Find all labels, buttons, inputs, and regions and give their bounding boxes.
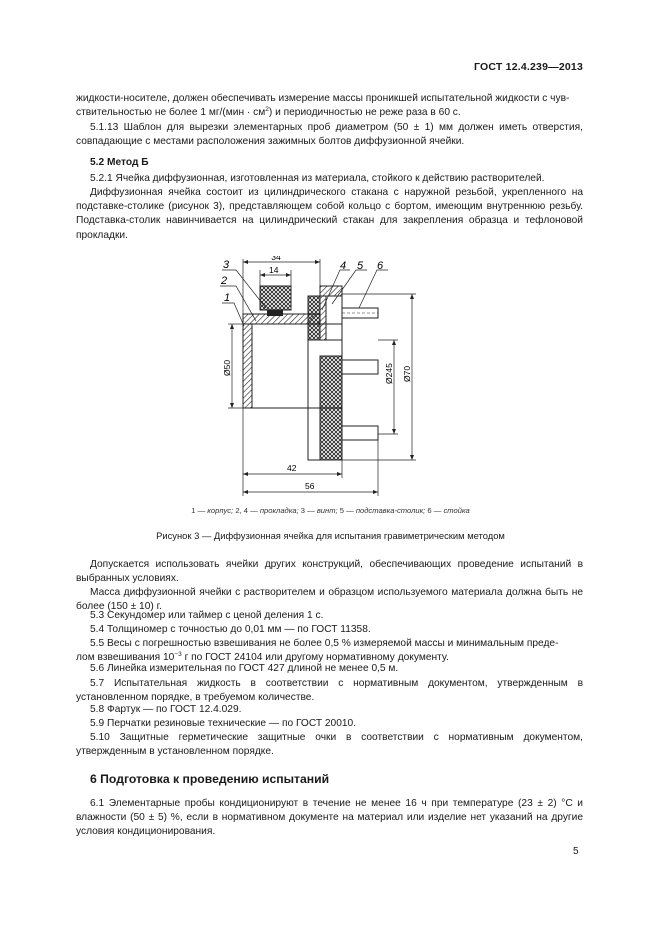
paragraph-5-9: 5.9 Перчатки резиновые технические — по ГОСТ 20010. [90, 718, 357, 729]
legend-text: — подставка-столик; [344, 506, 428, 515]
callout-3: 3 [223, 259, 230, 271]
legend-text: — корпус; [195, 506, 236, 515]
paragraph-5-6: 5.6 Линейка измерительная по ГОСТ 427 длиной не менее 0,5 м. [90, 663, 399, 674]
text-fragment: г по ГОСТ 24104 или другому нормативному документу. [181, 652, 449, 664]
text-line [76, 106, 583, 120]
legend-num: 3 [300, 506, 306, 515]
paragraph-5-4: 5.4 Толщиномер с точностью до 0,01 мм — по ГОСТ 11358. [90, 624, 371, 635]
paragraph-cell-description: Диффузионная ячейка состоит из цилиндрического стакана с наружной резьбой, укрепленного на подставке-столике (рисунок 3), представляющем собой кольцо с бортом, имеющим внутреннюю резьбу. Подставка-столик навинчивается на цилиндрический стакан для закрепления образца и тефлоновой прокладки. [76, 187, 583, 241]
diffusion-cell-drawing [204, 256, 444, 500]
figure-diffusion-cell [204, 256, 444, 500]
dim-56: 56 [305, 481, 315, 491]
text-fragment: лом взвешивания 10 [76, 652, 175, 664]
dim-14: 14 [269, 265, 279, 275]
dim-phi245: Ø245 [384, 363, 394, 384]
callout-4: 4 [340, 260, 347, 272]
paragraph-continuation [76, 92, 583, 120]
figure-legend [0, 506, 661, 515]
dim-phi50: Ø50 [222, 359, 232, 376]
legend-num: 6 [427, 506, 432, 515]
dim-42: 42 [287, 463, 297, 473]
legend-text: — стойка [431, 506, 470, 515]
paragraph-5-3: 5.3 Секундомер или таймер с ценой деления 1 с. [90, 610, 324, 621]
standard-header: ГОСТ 12.4.239—2013 [474, 61, 583, 73]
legend-text: — винт; [305, 506, 340, 515]
legend-num: 1 [191, 506, 196, 515]
callout-2: 2 [221, 275, 228, 287]
section-heading-5-2: 5.2 Метод Б [90, 157, 149, 168]
paragraph-5-7: 5.7 Испытательная жидкость в соответствии с нормативным документом, утвержденным в установленном порядке, в требуемом количестве. [76, 678, 583, 704]
paragraph-allowed: Допускается использовать ячейки других конструкций, обеспечивающих проведение испытаний в выбранных условиях. [76, 559, 583, 585]
dim-phi70: Ø70 [402, 365, 412, 382]
paragraph-5-1-13: 5.1.13 Шаблон для вырезки элементарных проб диаметром (50 ± 1) мм должен иметь отверстия, совпадающие с местами расположения зажимных болтов диффузионной ячейки. [76, 122, 583, 148]
legend-num: 2 [235, 506, 240, 515]
paragraph-5-2-1: 5.2.1 Ячейка диффузионная, изготовленная из материала, стойкого к действию растворителей. [90, 173, 545, 184]
page-number: 5 [573, 846, 579, 857]
legend-text: — прокладка; [248, 506, 301, 515]
callout-6: 6 [377, 260, 384, 272]
legend-num: 4 [243, 506, 249, 515]
text-line: 5.5 Весы с погрешностью взвешивания не более 0,5 % измеряемой массы и минимальным преде- [90, 638, 559, 649]
callout-5: 5 [357, 260, 364, 272]
text-fragment: ствительностью не более 1 мг/(мин · см [76, 107, 266, 119]
paragraph-6-1: 6.1 Элементарные пробы кондиционируют в течение не менее 16 ч при температуре (23 ± 2) °С и влажности (50 ± 5) %, если в нормативном документе на материал или изделие нет указаний на другие условия кондиционирования. [76, 798, 583, 838]
figure-caption: Рисунок 3 — Диффузионная ячейка для испытания гравиметрическим методом [156, 530, 505, 541]
legend-text: , [239, 506, 244, 515]
callout-1: 1 [224, 292, 231, 304]
paragraph-mass: Масса диффузионной ячейки с растворителем и образцом используемого материала должна быть не более (150 ± 10) г. [76, 587, 583, 613]
dim-34: 34 [271, 256, 281, 262]
text-fragment: ) и периодичностью не реже раза в 60 с. [268, 107, 461, 119]
section-heading-6: 6 Подготовка к проведению испытаний [90, 772, 330, 786]
paragraph-5-8: 5.8 Фартук — по ГОСТ 12.4.029. [90, 704, 242, 715]
superscript: −3 [174, 651, 182, 659]
paragraph-5-10: 5.10 Защитные герметические защитные очки в соответствии с нормативным документом, утвержденным в установленном порядке. [76, 732, 583, 758]
text-line: жидкости-носителе, должен обеспечивать измерение массы проникшей испытательной жидкости с чув- [76, 93, 570, 104]
legend-num: 5 [339, 506, 344, 515]
superscript: 2 [265, 106, 269, 114]
